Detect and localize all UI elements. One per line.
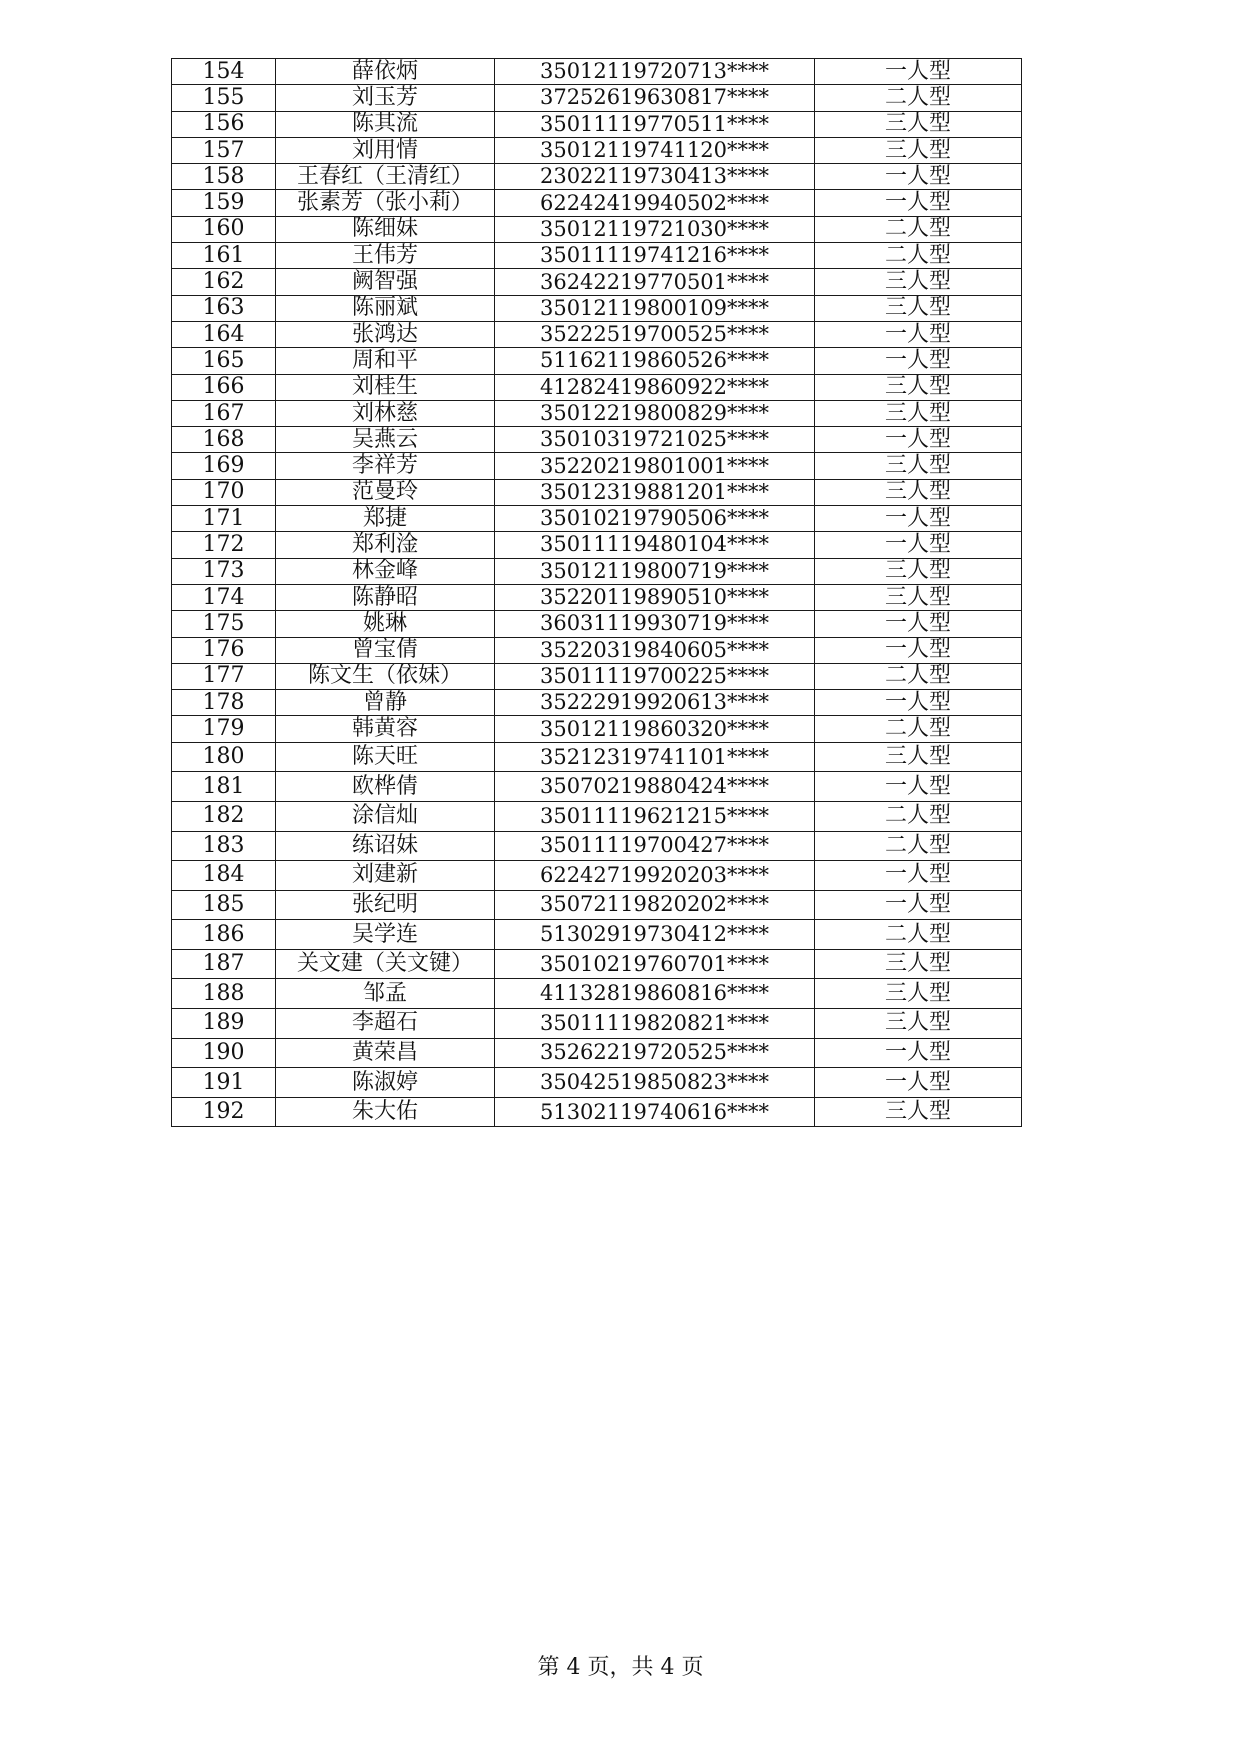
row-number-cell: 192: [172, 1097, 276, 1127]
row-number-cell: 189: [172, 1009, 276, 1039]
name-cell: 张鸿达: [276, 321, 495, 347]
row-number-cell: 155: [172, 85, 276, 111]
household-table-body: [172, 59, 1022, 1127]
id-number-cell: 35222519700525****: [495, 321, 815, 347]
table-row: [172, 831, 1022, 861]
id-number-cell: 51302919730412****: [495, 920, 815, 950]
row-number-cell: 180: [172, 742, 276, 772]
table-row: [172, 772, 1022, 802]
household-type-cell: 一人型: [815, 1038, 1022, 1068]
id-number-cell: 35262219720525****: [495, 1038, 815, 1068]
id-number-cell: 35011119700225****: [495, 663, 815, 689]
name-cell: 周和平: [276, 348, 495, 374]
id-number-cell: 35012119860320****: [495, 716, 815, 742]
table-row: [172, 861, 1022, 891]
table-row: [172, 611, 1022, 637]
household-type-cell: 二人型: [815, 920, 1022, 950]
table-row: [172, 321, 1022, 347]
name-cell: 陈丽斌: [276, 295, 495, 321]
name-cell: 姚琳: [276, 611, 495, 637]
row-number-cell: 168: [172, 427, 276, 453]
row-number-cell: 158: [172, 164, 276, 190]
household-type-cell: 二人型: [815, 216, 1022, 242]
name-cell: 陈淑婷: [276, 1068, 495, 1098]
name-cell: 范曼玲: [276, 479, 495, 505]
name-cell: 刘林慈: [276, 400, 495, 426]
name-cell: 陈静昭: [276, 584, 495, 610]
row-number-cell: 178: [172, 690, 276, 716]
household-type-cell: 一人型: [815, 506, 1022, 532]
table-row: [172, 532, 1022, 558]
table-row: [172, 1038, 1022, 1068]
name-cell: 涂信灿: [276, 801, 495, 831]
id-number-cell: 41282419860922****: [495, 374, 815, 400]
household-type-cell: 一人型: [815, 59, 1022, 85]
row-number-cell: 187: [172, 949, 276, 979]
household-type-cell: 一人型: [815, 690, 1022, 716]
id-number-cell: 35012119721030****: [495, 216, 815, 242]
id-number-cell: 35220219801001****: [495, 453, 815, 479]
row-number-cell: 165: [172, 348, 276, 374]
household-type-cell: 一人型: [815, 772, 1022, 802]
row-number-cell: 175: [172, 611, 276, 637]
table-row: [172, 400, 1022, 426]
row-number-cell: 186: [172, 920, 276, 950]
name-cell: 林金峰: [276, 558, 495, 584]
table-row: [172, 1009, 1022, 1039]
name-cell: 练诏妹: [276, 831, 495, 861]
household-type-cell: 三人型: [815, 137, 1022, 163]
id-number-cell: 62242419940502****: [495, 190, 815, 216]
name-cell: 李祥芳: [276, 453, 495, 479]
household-type-cell: 三人型: [815, 1097, 1022, 1127]
row-number-cell: 162: [172, 269, 276, 295]
id-number-cell: 35012119800109****: [495, 295, 815, 321]
household-type-cell: 三人型: [815, 979, 1022, 1009]
name-cell: 朱大佑: [276, 1097, 495, 1127]
id-number-cell: 35011119700427****: [495, 831, 815, 861]
household-type-cell: 三人型: [815, 1009, 1022, 1039]
table-row: [172, 637, 1022, 663]
id-number-cell: 35011119480104****: [495, 532, 815, 558]
table-row: [172, 427, 1022, 453]
id-number-cell: 35010219790506****: [495, 506, 815, 532]
id-number-cell: 35042519850823****: [495, 1068, 815, 1098]
table-row: [172, 164, 1022, 190]
household-type-cell: 一人型: [815, 611, 1022, 637]
table-row: [172, 716, 1022, 742]
id-number-cell: 35012119720713****: [495, 59, 815, 85]
table-row: [172, 1068, 1022, 1098]
table-row: [172, 949, 1022, 979]
table-row: [172, 801, 1022, 831]
row-number-cell: 182: [172, 801, 276, 831]
row-number-cell: 170: [172, 479, 276, 505]
household-type-cell: 三人型: [815, 111, 1022, 137]
id-number-cell: 35220319840605****: [495, 637, 815, 663]
row-number-cell: 177: [172, 663, 276, 689]
name-cell: 薛依炳: [276, 59, 495, 85]
id-number-cell: 35072119820202****: [495, 890, 815, 920]
row-number-cell: 173: [172, 558, 276, 584]
id-number-cell: 35010219760701****: [495, 949, 815, 979]
id-number-cell: 23022119730413****: [495, 164, 815, 190]
row-number-cell: 156: [172, 111, 276, 137]
row-number-cell: 171: [172, 506, 276, 532]
name-cell: 吴燕云: [276, 427, 495, 453]
household-type-cell: 一人型: [815, 348, 1022, 374]
name-cell: 吴学连: [276, 920, 495, 950]
household-type-cell: 三人型: [815, 558, 1022, 584]
row-number-cell: 157: [172, 137, 276, 163]
name-cell: 李超石: [276, 1009, 495, 1039]
table-row: [172, 979, 1022, 1009]
table-row: [172, 269, 1022, 295]
name-cell: 郑利淦: [276, 532, 495, 558]
name-cell: 邹孟: [276, 979, 495, 1009]
household-type-cell: 二人型: [815, 831, 1022, 861]
id-number-cell: 35012119741120****: [495, 137, 815, 163]
household-type-cell: 一人型: [815, 164, 1022, 190]
row-number-cell: 176: [172, 637, 276, 663]
name-cell: 陈细妹: [276, 216, 495, 242]
household-type-cell: 一人型: [815, 190, 1022, 216]
household-table: [171, 58, 1022, 1127]
table-row: [172, 584, 1022, 610]
row-number-cell: 185: [172, 890, 276, 920]
id-number-cell: 36242219770501****: [495, 269, 815, 295]
table-row: [172, 479, 1022, 505]
table-row: [172, 558, 1022, 584]
household-type-cell: 一人型: [815, 532, 1022, 558]
id-number-cell: 35012119800719****: [495, 558, 815, 584]
table-row: [172, 663, 1022, 689]
row-number-cell: 159: [172, 190, 276, 216]
household-type-cell: 二人型: [815, 243, 1022, 269]
household-type-cell: 二人型: [815, 801, 1022, 831]
row-number-cell: 166: [172, 374, 276, 400]
id-number-cell: 35011119770511****: [495, 111, 815, 137]
table-row: [172, 111, 1022, 137]
name-cell: 刘桂生: [276, 374, 495, 400]
table-row: [172, 374, 1022, 400]
household-type-cell: 一人型: [815, 890, 1022, 920]
name-cell: 郑捷: [276, 506, 495, 532]
row-number-cell: 184: [172, 861, 276, 891]
row-number-cell: 191: [172, 1068, 276, 1098]
id-number-cell: 35070219880424****: [495, 772, 815, 802]
household-type-cell: 三人型: [815, 295, 1022, 321]
household-type-cell: 一人型: [815, 321, 1022, 347]
row-number-cell: 154: [172, 59, 276, 85]
id-number-cell: 35222919920613****: [495, 690, 815, 716]
household-type-cell: 一人型: [815, 1068, 1022, 1098]
household-type-cell: 二人型: [815, 716, 1022, 742]
row-number-cell: 169: [172, 453, 276, 479]
table-row: [172, 348, 1022, 374]
table-row: [172, 243, 1022, 269]
id-number-cell: 35011119621215****: [495, 801, 815, 831]
household-type-cell: 二人型: [815, 663, 1022, 689]
id-number-cell: 51302119740616****: [495, 1097, 815, 1127]
table-row: [172, 216, 1022, 242]
household-type-cell: 三人型: [815, 400, 1022, 426]
row-number-cell: 164: [172, 321, 276, 347]
name-cell: 刘玉芳: [276, 85, 495, 111]
household-type-cell: 三人型: [815, 949, 1022, 979]
id-number-cell: 36031119930719****: [495, 611, 815, 637]
table-row: [172, 890, 1022, 920]
household-type-cell: 三人型: [815, 584, 1022, 610]
table-row: [172, 137, 1022, 163]
household-type-cell: 三人型: [815, 374, 1022, 400]
id-number-cell: 35012219800829****: [495, 400, 815, 426]
household-type-cell: 一人型: [815, 427, 1022, 453]
row-number-cell: 181: [172, 772, 276, 802]
table-row: [172, 295, 1022, 321]
id-number-cell: 35011119741216****: [495, 243, 815, 269]
name-cell: 陈天旺: [276, 742, 495, 772]
table-row: [172, 453, 1022, 479]
row-number-cell: 172: [172, 532, 276, 558]
household-type-cell: 三人型: [815, 742, 1022, 772]
id-number-cell: 51162119860526****: [495, 348, 815, 374]
id-number-cell: 35011119820821****: [495, 1009, 815, 1039]
table-row: [172, 85, 1022, 111]
id-number-cell: 35012319881201****: [495, 479, 815, 505]
page-footer: 第 4 页，共 4 页: [537, 1655, 704, 1680]
household-type-cell: 一人型: [815, 861, 1022, 891]
name-cell: 韩黄容: [276, 716, 495, 742]
household-type-cell: 三人型: [815, 453, 1022, 479]
row-number-cell: 163: [172, 295, 276, 321]
household-type-cell: 三人型: [815, 269, 1022, 295]
name-cell: 黄荣昌: [276, 1038, 495, 1068]
household-type-cell: 一人型: [815, 637, 1022, 663]
id-number-cell: 62242719920203****: [495, 861, 815, 891]
table-row: [172, 190, 1022, 216]
row-number-cell: 161: [172, 243, 276, 269]
id-number-cell: 41132819860816****: [495, 979, 815, 1009]
table-row: [172, 1097, 1022, 1127]
name-cell: 刘建新: [276, 861, 495, 891]
row-number-cell: 188: [172, 979, 276, 1009]
table-row: [172, 742, 1022, 772]
table-row: [172, 506, 1022, 532]
row-number-cell: 183: [172, 831, 276, 861]
name-cell: 关文建（关文键）: [276, 949, 495, 979]
name-cell: 阙智强: [276, 269, 495, 295]
name-cell: 欧桦倩: [276, 772, 495, 802]
table-row: [172, 59, 1022, 85]
name-cell: 王伟芳: [276, 243, 495, 269]
name-cell: 陈文生（依妹）: [276, 663, 495, 689]
table-row: [172, 690, 1022, 716]
name-cell: 陈其流: [276, 111, 495, 137]
table-row: [172, 920, 1022, 950]
row-number-cell: 179: [172, 716, 276, 742]
name-cell: 王春红（王清红）: [276, 164, 495, 190]
row-number-cell: 167: [172, 400, 276, 426]
name-cell: 张纪明: [276, 890, 495, 920]
id-number-cell: 37252619630817****: [495, 85, 815, 111]
row-number-cell: 174: [172, 584, 276, 610]
name-cell: 刘用情: [276, 137, 495, 163]
name-cell: 曾静: [276, 690, 495, 716]
row-number-cell: 160: [172, 216, 276, 242]
name-cell: 曾宝倩: [276, 637, 495, 663]
row-number-cell: 190: [172, 1038, 276, 1068]
id-number-cell: 35212319741101****: [495, 742, 815, 772]
household-type-cell: 三人型: [815, 479, 1022, 505]
name-cell: 张素芳（张小莉）: [276, 190, 495, 216]
household-type-cell: 二人型: [815, 85, 1022, 111]
id-number-cell: 35010319721025****: [495, 427, 815, 453]
id-number-cell: 35220119890510****: [495, 584, 815, 610]
